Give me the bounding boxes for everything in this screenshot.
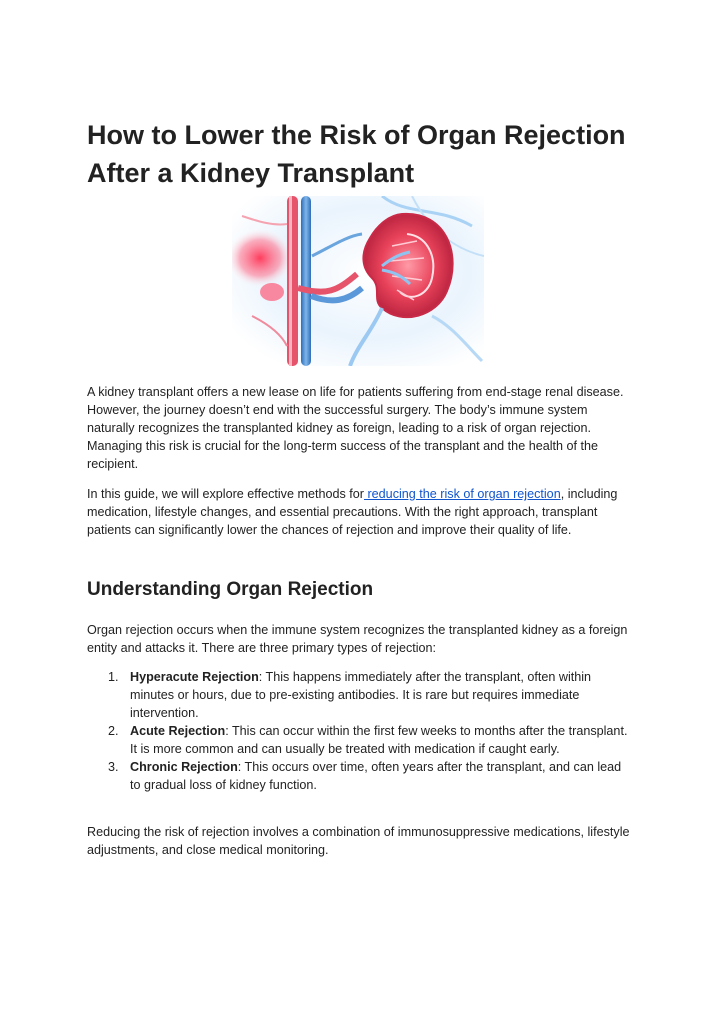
list-item-description: : This happens immediately after the transplant, often within minutes or hours, due to pre-existing antibodies. It is rare but requires immediate intervention.	[130, 670, 592, 720]
list-item-term: Chronic Rejection	[130, 760, 238, 774]
list-item-number: 3.	[108, 760, 119, 774]
organ-rejection-link[interactable]: reducing the risk of organ rejection	[363, 487, 561, 501]
kidney-illustration	[232, 196, 484, 366]
closing-paragraph: Reducing the risk of rejection involves a combination of immunosuppressive medications, lifestyle adjustments, and close medical monitoring.	[87, 825, 630, 857]
guide-text-before-link: In this guide, we will explore effective methods for	[87, 487, 364, 501]
list-item	[87, 668, 632, 722]
page-title: How to Lower the Risk of Organ Rejection After a Kidney Transplant	[87, 120, 626, 188]
list-item-description: : This occurs over time, often years after the transplant, and can lead to gradual loss of kidney function.	[130, 760, 622, 792]
section-heading: Understanding Organ Rejection	[87, 579, 374, 600]
intro-paragraph: A kidney transplant offers a new lease on life for patients suffering from end-stage renal disease. However, the journey doesn’t end with the successful surgery. The body’s immune system naturally recognizes the transplanted kidney as foreign, leading to a risk of organ rejection. Managing this risk is crucial for the long-term success of the transplant and the health of the recipient.	[87, 385, 624, 471]
guide-paragraph	[87, 485, 632, 539]
list-item-term: Acute Rejection	[130, 724, 226, 738]
list-item	[87, 722, 632, 758]
list-item-term: Hyperacute Rejection	[130, 670, 259, 684]
list-item	[87, 758, 632, 794]
list-item-number: 1.	[108, 670, 119, 684]
section-intro-paragraph: Organ rejection occurs when the immune system recognizes the transplanted kidney as a foreign entity and attacks it. There are three primary types of rejection:	[87, 623, 628, 655]
guide-text-after-link: , including medication, lifestyle changes, and essential precautions. With the right approach, transplant patients can significantly lower the chances of rejection and improve their quality of life.	[87, 487, 618, 537]
list-item-description: : This can occur within the first few weeks to months after the transplant. It is more common and can usually be treated with medication if caught early.	[130, 724, 628, 756]
rejection-types-list	[87, 668, 632, 794]
list-item-number: 2.	[108, 724, 119, 738]
